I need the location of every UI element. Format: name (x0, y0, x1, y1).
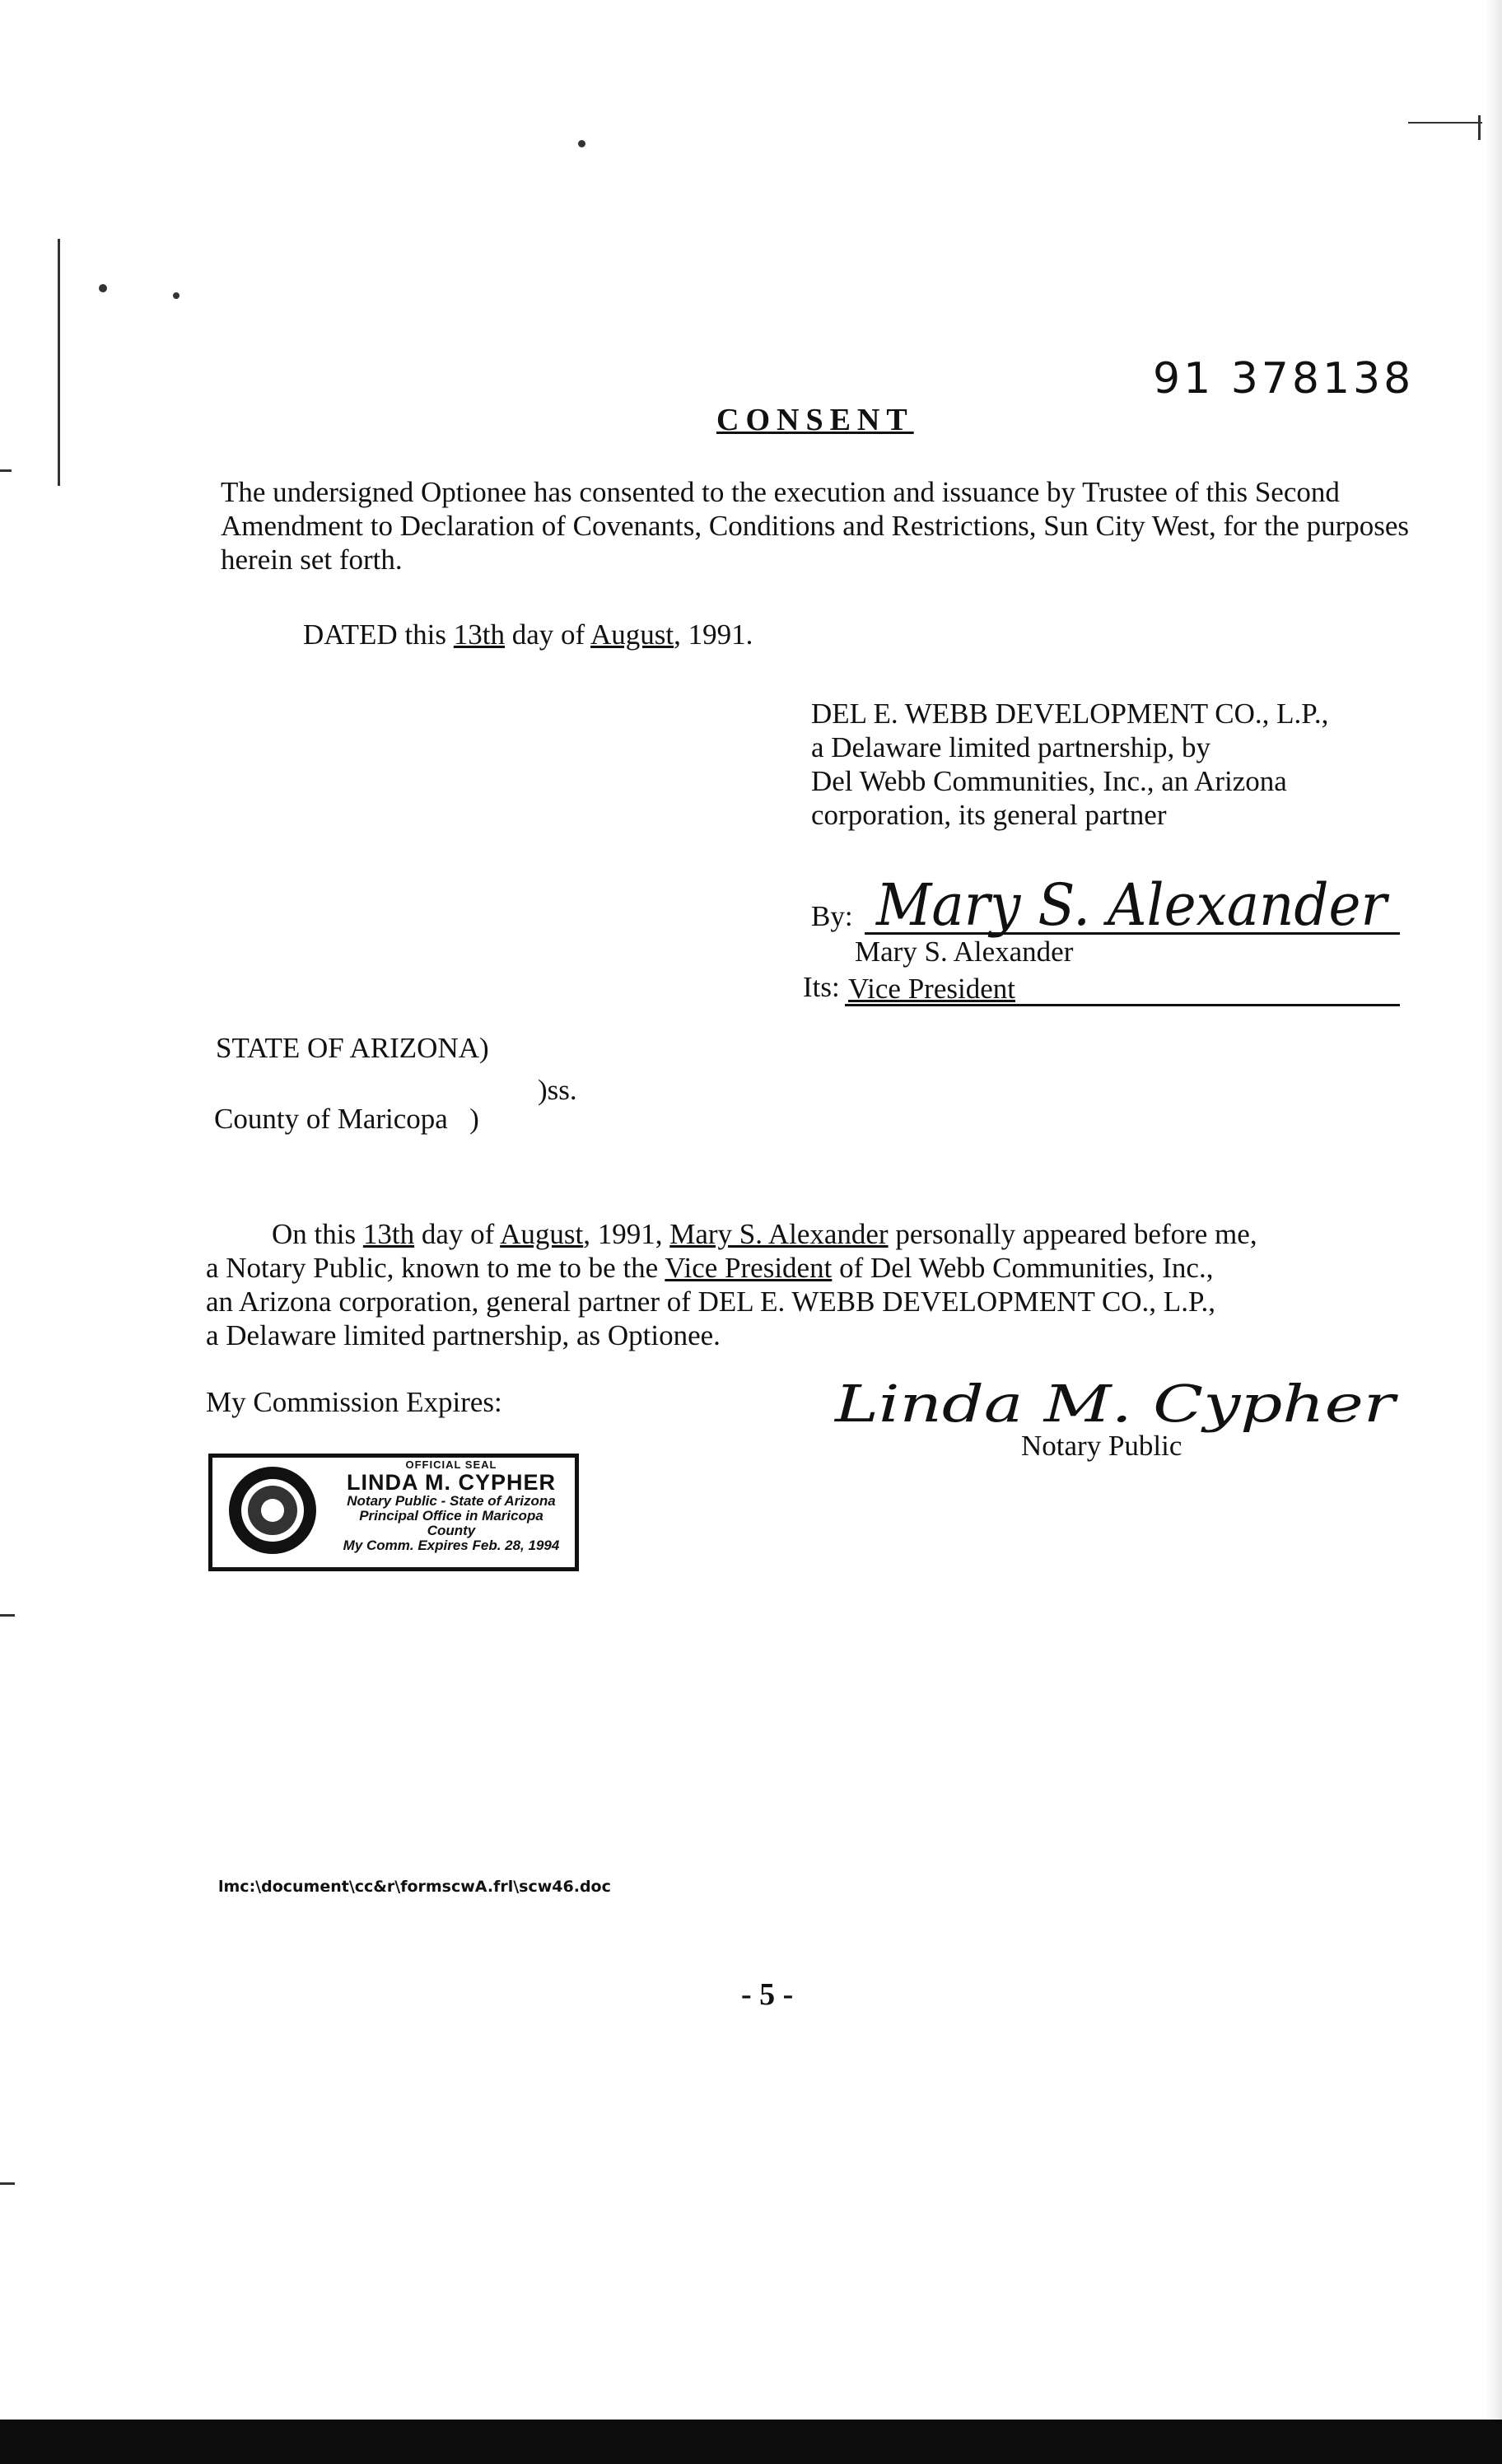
scan-edge-tick (0, 2182, 15, 2185)
commission-label: My Commission Expires: (206, 1386, 502, 1418)
venue-county: County of Maricopa ) (214, 1103, 479, 1135)
notary-public-label: Notary Public (1021, 1430, 1182, 1462)
seal-text (336, 1459, 567, 1552)
ack-month: August (500, 1218, 584, 1250)
consent-paragraph: The undersigned Optionee has consented to the execution and issuance by Trustee of this Second Amendment to Declaration of Covenants, Conditions and Restrictions, Sun City West, for the purposes herein set forth. (221, 476, 1410, 576)
seal-line-2: Principal Office in Maricopa County (359, 1507, 543, 1538)
scan-edge-line (1478, 115, 1481, 140)
ack-text: , (655, 1218, 670, 1250)
venue-state: STATE OF ARIZONA) (216, 1032, 489, 1064)
scan-edge-tick (0, 1614, 15, 1617)
company-line-4: corporation, its general partner (811, 799, 1167, 831)
ack-line-1 (206, 1217, 1449, 1251)
acknowledgment-paragraph (206, 1217, 1449, 1352)
ack-text: personally appeared before me, (888, 1218, 1257, 1250)
dated-line (303, 618, 753, 651)
venue-ss: )ss. (538, 1074, 577, 1106)
signer-name: Mary S. Alexander (855, 936, 1074, 968)
ack-text: a Notary Public, known to me to be the (206, 1252, 665, 1284)
seal-line-1: Notary Public - State of Arizona (347, 1492, 556, 1509)
ack-text: , (583, 1218, 598, 1250)
file-path: lmc:\document\cc&r\formscwA.frl\scw46.doc (218, 1878, 611, 1896)
handwritten-signature (873, 861, 1400, 943)
ack-name: Mary S. Alexander (669, 1218, 889, 1250)
scan-edge-tick (0, 469, 12, 472)
ack-line-2 (206, 1251, 1449, 1285)
signer-title: Vice President (848, 973, 1015, 1005)
by-label: By: (811, 900, 853, 932)
ack-text: day of (414, 1218, 501, 1250)
company-line-2: a Delaware limited partnership, by (811, 731, 1210, 763)
ack-line-4: a Delaware limited partnership, as Optionee. (206, 1319, 721, 1351)
seal-heading: OFFICIAL SEAL (405, 1458, 497, 1471)
notary-seal-stamp (208, 1454, 579, 1571)
notary-signature-text: Linda M. Cypher (833, 1374, 1399, 1434)
ack-year: 1991 (597, 1218, 655, 1250)
dated-middle: day of (505, 618, 591, 651)
scan-speck (578, 140, 585, 147)
dated-day: 13th (453, 618, 506, 651)
ack-text: of Del Webb Communities, Inc., (832, 1252, 1214, 1284)
scan-edge-line (1408, 122, 1482, 124)
state-seal-icon (224, 1464, 321, 1556)
seal-line-3: My Comm. Expires Feb. 28, 1994 (343, 1537, 560, 1553)
ack-line-3: an Arizona corporation, general partner of DEL E. WEBB DEVELOPMENT CO., L.P., (206, 1286, 1216, 1318)
ack-title: Vice President (665, 1252, 833, 1284)
scan-speck (99, 284, 107, 292)
its-label: Its: (803, 971, 840, 1003)
scan-edge-bottom (0, 2420, 1502, 2464)
dated-suffix: , 1991. (674, 618, 753, 651)
ack-day: 13th (362, 1218, 415, 1250)
scan-edge-right (1486, 0, 1502, 2464)
page-number: - 5 - (741, 1977, 794, 2012)
dated-prefix: DATED this (303, 618, 454, 651)
signature-text: Mary S. Alexander (875, 871, 1390, 939)
scan-speck (173, 292, 180, 299)
ack-text: On this (272, 1218, 363, 1250)
company-block (811, 697, 1453, 832)
company-line-3: Del Webb Communities, Inc., an Arizona (811, 765, 1287, 797)
page-title: CONSENT (716, 403, 914, 437)
dated-month: August (590, 618, 674, 651)
scan-edge-line (58, 239, 60, 486)
company-line-1: DEL E. WEBB DEVELOPMENT CO., L.P., (811, 698, 1329, 730)
recording-number: 91 378138 (1153, 354, 1415, 404)
seal-name: LINDA M. CYPHER (346, 1469, 556, 1495)
